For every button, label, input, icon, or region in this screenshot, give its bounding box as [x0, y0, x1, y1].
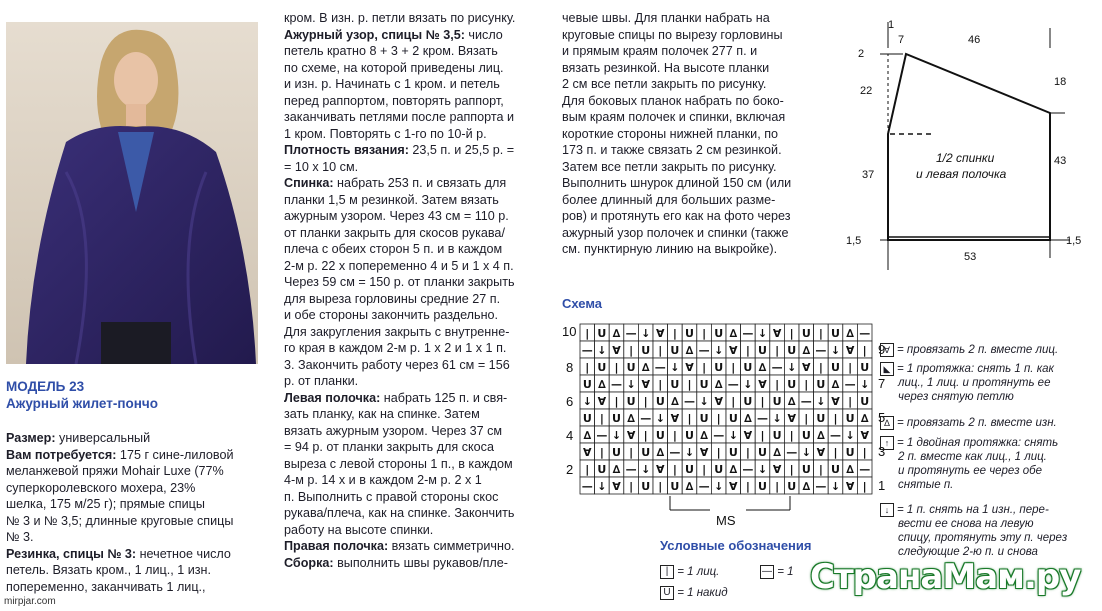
- knit-icon: |: [660, 565, 674, 579]
- row-label-9: 9: [878, 342, 886, 357]
- chart-symbol: U: [758, 480, 767, 493]
- chart-symbol: ↓: [830, 480, 841, 493]
- chart-symbol: |: [672, 327, 677, 340]
- chart-symbol: —: [596, 429, 608, 442]
- legend-title: Условные обозначения: [660, 538, 812, 553]
- chart-symbol: ∆: [685, 480, 694, 493]
- chart-symbol: U: [641, 446, 651, 459]
- chart-symbol: ∀: [729, 344, 738, 357]
- model-photo: [6, 22, 258, 364]
- chart-symbol: ↓: [597, 480, 607, 493]
- legend-yo: U = 1 накид: [660, 586, 728, 600]
- chart-symbol: ∆: [787, 395, 796, 408]
- chart-symbol: ↓: [641, 463, 651, 476]
- legend-item-3: ∆ = провязать 2 п. вместе изн.: [880, 416, 1095, 430]
- chart-symbol: ↓: [757, 327, 768, 340]
- chart-symbol: |: [862, 480, 867, 493]
- chart-symbol: ∆: [729, 463, 738, 476]
- chart-symbol: U: [612, 412, 621, 425]
- chart-symbol: U: [845, 446, 855, 459]
- chart-symbol: |: [629, 446, 634, 459]
- dim-18: 18: [1054, 76, 1067, 88]
- chart-symbol: U: [582, 378, 592, 391]
- row-label-4: 4: [566, 428, 574, 443]
- chart-symbol: ∆: [627, 412, 635, 425]
- arrow-down-icon: ↓: [880, 503, 894, 517]
- stranamam-logo: СтранаМам.ру: [810, 557, 1081, 597]
- chart-symbol: ∀: [583, 446, 592, 459]
- chart-symbol: —: [800, 395, 812, 408]
- row-label-3: 3: [878, 444, 886, 459]
- chart-symbol: |: [658, 378, 663, 391]
- chart-symbol: ∀: [845, 344, 855, 357]
- chart-symbol: |: [848, 395, 853, 408]
- dim-43: 43: [1054, 155, 1067, 167]
- chart-symbol: ∀: [670, 412, 680, 425]
- lace-label: Ажурный узор, спицы № 3,5:: [284, 27, 465, 42]
- chart-symbol: ∆: [598, 378, 606, 391]
- row-label-10: 10: [562, 324, 577, 339]
- chart-symbol: U: [670, 344, 680, 357]
- chart-symbol: U: [860, 395, 870, 408]
- ssk-icon: ◣: [880, 362, 894, 376]
- chart-symbol: ∀: [860, 429, 869, 442]
- column-3: чевые швы. Для планки набрать на круговые спицы по вырезу горловины и прямым краям полочек 277 п. и вязать резинкой. На высоте планки 2 см все петли закрыть по рисунку. Для боковых планок набрать по боко- вым краям полочек и спинки, включая короткие стороны нижней планки, по 173 п. и также связать 2 см резинкой. Затем все петли закрыть по рисунку. Выполнить шнурок длиной 150 см (или более длинный для больших разме- ров) и протянуть его как на фото через ажурный узор полочек и спинки (также см. пунктирную линию на выкройке).: [562, 11, 792, 256]
- chart-symbol: |: [672, 463, 677, 476]
- dim-37: 37: [862, 169, 875, 181]
- dim-7: 7: [898, 34, 905, 46]
- chart-symbol: ↓: [845, 429, 855, 442]
- chart-symbol: ↓: [626, 378, 636, 391]
- density-label: Плотность вязания:: [284, 143, 409, 157]
- chart-symbol: U: [685, 463, 694, 476]
- chart-symbol: —: [640, 412, 652, 425]
- chart-symbol: ∀: [612, 480, 621, 493]
- pattern-label-1: 1/2 спинки: [936, 151, 995, 165]
- chart-symbol: —: [654, 361, 666, 374]
- chart-symbol: |: [745, 344, 750, 357]
- chart-symbol: |: [585, 463, 590, 476]
- left-front-label: Левая полочка:: [284, 390, 381, 405]
- chart-symbol: ∀: [699, 446, 709, 459]
- chart-symbol: ∆: [612, 463, 621, 476]
- chart-symbol: |: [672, 429, 677, 442]
- chart-symbol: |: [760, 429, 765, 442]
- chart-symbol: |: [643, 429, 648, 442]
- chart-symbol: ∀: [597, 395, 607, 408]
- chart-symbol: ↓: [743, 378, 753, 391]
- chart-symbol: —: [859, 463, 871, 476]
- chart-symbol: |: [585, 361, 590, 374]
- chart-symbol: ∆: [612, 327, 621, 340]
- chart-symbol: ↓: [728, 429, 738, 442]
- chart-symbol: ↓: [641, 327, 651, 340]
- chart-symbol: U: [685, 327, 694, 340]
- chart-symbol: ∆: [817, 429, 825, 442]
- row-label-1: 1: [878, 478, 886, 493]
- chart-symbol: ↓: [670, 361, 680, 374]
- chart-symbol: ∆: [656, 446, 665, 459]
- chart-symbol: ∆: [802, 480, 811, 493]
- chart-symbol: ↓: [597, 344, 607, 357]
- chart-symbol: U: [728, 412, 738, 425]
- chart-symbol: ∆: [773, 446, 781, 459]
- chart-symbol: |: [687, 378, 692, 391]
- chart-symbol: ↓: [655, 412, 665, 425]
- k2tog-icon: ∀: [880, 343, 894, 357]
- chart-symbol: U: [714, 327, 724, 340]
- chart-symbol: |: [599, 446, 604, 459]
- chart-symbol: ↓: [714, 480, 724, 493]
- row-label-5: 5: [878, 410, 886, 425]
- schema-title: Схема: [562, 296, 603, 311]
- chart-symbol: —: [771, 361, 783, 374]
- row-label-6: 6: [566, 394, 574, 409]
- chart-symbol: ∆: [641, 361, 650, 374]
- model-subtitle: Ажурный жилет-пончо: [6, 396, 158, 411]
- chart-symbol: |: [862, 446, 867, 459]
- chart-symbol: ↓: [830, 344, 841, 357]
- chart-symbol: U: [758, 446, 767, 459]
- chart-symbol: U: [670, 378, 680, 391]
- chart-symbol: —: [581, 480, 593, 493]
- size-value: универсальный: [55, 431, 151, 445]
- chart-symbol: U: [831, 327, 840, 340]
- legend-knit: | = 1 лиц.: [660, 565, 719, 579]
- chart-symbol: —: [815, 344, 827, 357]
- chart-symbol: U: [801, 463, 811, 476]
- chart-symbol: ↓: [611, 429, 622, 442]
- chart-symbol: ∀: [685, 361, 694, 374]
- dim-46: 46: [968, 34, 981, 46]
- chart-symbol: ∆: [671, 395, 679, 408]
- chart-symbol: ↓: [699, 395, 709, 408]
- chart-symbol: |: [775, 480, 780, 493]
- dim-1-5-left: 1,5: [846, 235, 862, 247]
- dim-22: 22: [860, 85, 873, 97]
- chart-symbol: ∀: [758, 378, 767, 391]
- chart-symbol: U: [714, 463, 724, 476]
- chart-symbol: ∆: [802, 344, 811, 357]
- chart-symbol: |: [818, 361, 823, 374]
- chart-symbol: |: [818, 327, 823, 340]
- chart-symbol: |: [833, 446, 838, 459]
- chart-symbol: ∀: [743, 429, 753, 442]
- pattern-diagram: [840, 8, 1098, 278]
- chart-symbol: U: [597, 463, 607, 476]
- chart-symbol: U: [831, 361, 840, 374]
- chart-symbol: |: [702, 327, 707, 340]
- legend-item-1: ∀ = провязать 2 п. вместе лиц.: [880, 343, 1095, 357]
- chart-symbol: —: [742, 327, 754, 340]
- column-2: кром. В изн. р. петли вязать по рисунку. Ажурный узор, спицы № 3,5: число петель кратно 8 + 3 + 2 кром. Вязать по схеме, на которой приведены лиц. и изн. р. Начинать с 1 кром. и петель перед раппортом, повторять раппорт, заканчивать петлями после раппорта и 1 кром. Повторять с 1-го по 10-й р. Плотность вязания: 23,5 п. и 25,5 р. = = 10 х 10 см. Спинка: набрать 253 п. и связать для планки 1,5 м резинкой. Затем вязать ажурным узором. Через 43 см = 110 р. от планки закрыть для скосов рукава/ плеча с обеих сторон 5 п. и в каждом 2-м р. 22 х попеременно 4 и 5 и 1 х 4 п. Через 59 см = 150 р. от планки закрыть для выреза горловины средние 27 п. и обе стороны закончить раздельно. Для закругления закрыть с внутренне- го края в каждом 2-м р. 1 х 2 и 1 х 1 п. 3. Закончить работу через 61 см = 156 р. от планки. Левая полочка: набрать 125 п. и свя- зать планку, как на спинке. Затем вязать ажурным узором. Через 37 см = 94 р. от планки закрыть для скоса выреза с левой стороны 1 п., в каждом 4-м р. 14 х и в каждом 2-м р. 2 х 1 п. Выполнить с правой стороны скос рукава/плеча, как на спинке. Закончить работу на высоте спинки. Правая полочка: вязать симметрично. Сборка: выполнить швы рукавов/пле-: [284, 11, 516, 570]
- chart-symbol: |: [658, 480, 663, 493]
- chart-symbol: |: [702, 361, 707, 374]
- chart-symbol: U: [845, 412, 855, 425]
- chart-symbol: |: [775, 344, 780, 357]
- chart-symbol: —: [669, 446, 681, 459]
- chart-symbol: ↓: [757, 463, 768, 476]
- chart-symbol: ∆: [714, 378, 723, 391]
- chart-symbol: U: [816, 378, 826, 391]
- chart-symbol: U: [787, 480, 797, 493]
- chart-symbol: ↓: [860, 378, 870, 391]
- chart-symbol: —: [786, 446, 798, 459]
- dim-1-5-right: 1,5: [1066, 235, 1082, 247]
- legend-purl: — = 1: [762, 566, 794, 579]
- chart-symbol: ∀: [772, 463, 782, 476]
- chart-symbol: |: [833, 412, 838, 425]
- chart-symbol: ↓: [787, 361, 797, 374]
- back-label: Спинка:: [284, 176, 334, 190]
- chart-symbol: |: [614, 395, 619, 408]
- chart-symbol: ↓: [582, 395, 592, 408]
- chart-symbol: ↓: [714, 344, 724, 357]
- chart-symbol: ∆: [758, 361, 767, 374]
- chart-symbol: |: [658, 344, 663, 357]
- row-label-7: 7: [878, 376, 886, 391]
- chart-grid: [580, 324, 872, 494]
- chart-symbol: —: [742, 463, 754, 476]
- chart-symbol: |: [716, 446, 721, 459]
- chart-symbol: U: [612, 446, 621, 459]
- dim-53: 53: [964, 251, 977, 263]
- chart-symbol: —: [581, 344, 593, 357]
- chart-symbol: U: [816, 412, 826, 425]
- chart-symbol: |: [789, 463, 794, 476]
- chart-symbol: U: [699, 412, 709, 425]
- chart-symbol: ↓: [816, 395, 826, 408]
- chart-symbol: —: [815, 480, 827, 493]
- chart-symbol: —: [611, 378, 622, 391]
- chart-symbol: |: [848, 361, 853, 374]
- chart-symbol: ∀: [656, 463, 665, 476]
- chart-symbol: —: [859, 327, 871, 340]
- chart-symbol: ∆: [583, 429, 592, 442]
- chart-symbol: |: [745, 446, 750, 459]
- double-decrease-icon: ↑: [880, 436, 894, 450]
- chart-symbol: —: [757, 412, 768, 425]
- chart-symbol: U: [787, 378, 797, 391]
- chart-symbol: —: [625, 463, 637, 476]
- rib-label: Резинка, спицы № 3:: [6, 546, 137, 561]
- site-watermark: mirpjar.com: [4, 596, 56, 607]
- chart-symbol: ∀: [729, 480, 738, 493]
- dim-2: 2: [858, 48, 865, 60]
- size-label: Размер:: [6, 431, 56, 445]
- chart-symbol: |: [804, 378, 809, 391]
- chart-symbol: U: [641, 480, 651, 493]
- chart-symbol: ↓: [772, 412, 782, 425]
- chart-symbol: U: [743, 395, 753, 408]
- row-label-2: 2: [566, 462, 574, 477]
- chart-symbol: ∀: [612, 344, 621, 357]
- chart-symbol: U: [655, 429, 665, 442]
- chart-symbol: U: [728, 446, 738, 459]
- chart-symbol: ↓: [684, 446, 695, 459]
- chart-symbol: ∀: [714, 395, 723, 408]
- chart-symbol: U: [597, 361, 607, 374]
- yarn-over-icon: U: [660, 586, 674, 600]
- chart-symbol: U: [641, 344, 651, 357]
- chart-symbol: |: [629, 344, 634, 357]
- chart-symbol: |: [599, 412, 604, 425]
- chart-symbol: |: [775, 378, 780, 391]
- ms-label: MS: [716, 513, 736, 528]
- chart-symbol: U: [699, 378, 709, 391]
- p2tog-icon: ∆: [880, 416, 894, 430]
- chart-symbol: U: [655, 395, 665, 408]
- row-label-8: 8: [566, 360, 574, 375]
- chart-symbol: U: [626, 361, 636, 374]
- chart-symbol: ∀: [816, 446, 826, 459]
- chart-symbol: |: [789, 429, 794, 442]
- chart-symbol: —: [713, 429, 725, 442]
- chart-symbol: U: [743, 361, 753, 374]
- chart-symbol: U: [801, 327, 811, 340]
- chart-symbol: |: [614, 361, 619, 374]
- assembly-label: Сборка:: [284, 555, 334, 570]
- chart-symbol: |: [716, 412, 721, 425]
- chart-symbol: |: [585, 327, 590, 340]
- chart-symbol: —: [727, 378, 739, 391]
- legend-item-2: ◣ = 1 протяжка: снять 1 п. как лиц., 1 лиц. и протянуть ее через снятую петлю: [880, 362, 1095, 404]
- chart-symbol: |: [629, 480, 634, 493]
- chart-symbol: ∆: [860, 412, 869, 425]
- chart-symbol: U: [582, 412, 592, 425]
- chart-symbol: ∆: [685, 344, 694, 357]
- legend-item-4: ↑ = 1 двойная протяжка: снять 2 п. вместе как лиц., 1 лиц. и протянуть ее через обе снятые п.: [880, 436, 1095, 492]
- pattern-label-2: и левая полочка: [916, 167, 1007, 181]
- chart-symbol: ∀: [641, 378, 650, 391]
- chart-symbol: ∀: [787, 412, 796, 425]
- chart-symbol: U: [758, 344, 767, 357]
- right-front-label: Правая полочка:: [284, 539, 389, 553]
- chart-symbol: ∆: [744, 412, 752, 425]
- chart-symbol: ∆: [700, 429, 708, 442]
- purl-icon: —: [762, 566, 772, 577]
- chart-symbol: |: [760, 395, 765, 408]
- stitch-chart: [560, 318, 890, 536]
- chart-symbol: U: [772, 395, 782, 408]
- chart-symbol: |: [687, 412, 692, 425]
- chart-symbol: |: [862, 344, 867, 357]
- chart-symbol: —: [698, 344, 710, 357]
- chart-symbol: |: [818, 463, 823, 476]
- chart-symbol: |: [643, 395, 648, 408]
- chart-symbol: U: [787, 344, 797, 357]
- chart-symbol: ∀: [831, 395, 840, 408]
- chart-symbol: |: [804, 412, 809, 425]
- chart-symbol: —: [830, 429, 841, 442]
- chart-symbol: U: [772, 429, 782, 442]
- dim-1: 1: [888, 19, 895, 31]
- chart-symbol: —: [844, 378, 856, 391]
- chart-symbol: |: [702, 463, 707, 476]
- chart-symbol: ∀: [845, 480, 855, 493]
- chart-symbol: —: [625, 327, 637, 340]
- need-label: Вам потребуется:: [6, 447, 117, 462]
- chart-symbol: |: [789, 327, 794, 340]
- chart-symbol: U: [801, 429, 811, 442]
- chart-symbol: |: [731, 361, 736, 374]
- chart-symbol: |: [731, 395, 736, 408]
- chart-symbol: ∆: [729, 327, 738, 340]
- chart-symbol: ↓: [801, 446, 811, 459]
- chart-symbol: ∀: [802, 361, 811, 374]
- chart-symbol: |: [745, 480, 750, 493]
- legend-item-5: ↓ = 1 п. снять на 1 изн., пере- вести ее снова на левую спицу, протянуть эту п. через следующие 2-ю п. и снова: [880, 503, 1095, 559]
- chart-symbol: U: [860, 361, 870, 374]
- chart-symbol: ∀: [626, 429, 636, 442]
- chart-symbol: U: [597, 327, 607, 340]
- chart-symbol: U: [670, 480, 680, 493]
- chart-symbol: —: [684, 395, 695, 408]
- chart-symbol: U: [626, 395, 636, 408]
- chart-symbol: —: [698, 480, 710, 493]
- chart-symbol: ∆: [846, 327, 854, 340]
- model-title: [6, 378, 158, 412]
- chart-symbol: U: [714, 361, 724, 374]
- chart-symbol: ∀: [772, 327, 782, 340]
- model-number: МОДЕЛЬ 23: [6, 379, 85, 394]
- chart-symbol: U: [831, 463, 840, 476]
- column-1: Размер: универсальный Вам потребуется: 175 г сине-лиловой меланжевой пряжи Mohair Luxe (77% суперкоролевского мохера, 23% шелка, 175 м/25 г); прямые спицы № 3 и № 3,5; длинные круговые спицы № 3. Резинка, спицы № 3: нечетное число петель. Вязать кром., 1 лиц., 1 изн. попеременно, заканчивать 1 лиц.,: [6, 431, 234, 594]
- chart-symbol: U: [685, 429, 694, 442]
- chart-symbol: ∆: [846, 463, 854, 476]
- chart-symbol: ∀: [656, 327, 665, 340]
- chart-symbol: ∆: [831, 378, 840, 391]
